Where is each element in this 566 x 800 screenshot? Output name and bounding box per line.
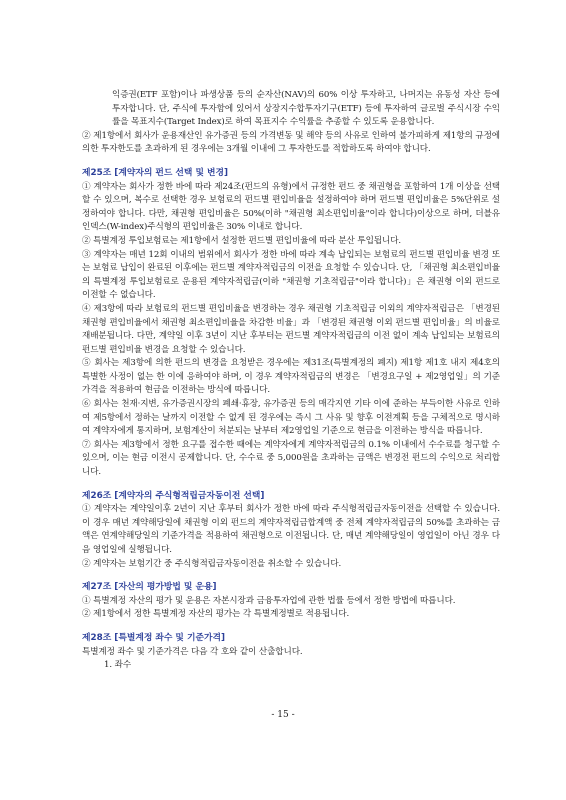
article-28-item-1: 1. 좌수: [104, 660, 132, 671]
article-26-heading: 제26조 [계약자의 주식형적립금자동이전 선택]: [82, 490, 265, 501]
document-body: [82, 89, 500, 673]
article-25-clause-6: ⑥ 회사는 천재·지변, 유가증권시장의 폐쇄·휴장, 유가증권 등의 매각지연 기타 이에 준하는 부득이한 사유로 인하여 제5항에서 정하는 날까지 이전할 수 없게 된 경우에는 즉시 그 사유 및 향후 이전계획 등을 구체적으로 명시하여 계약자에게 통지하며, 보험계산이 처분되는 날부터 제2영업일 기준으로 현금을 이전하는 방식을 따릅니다.: [82, 399, 500, 437]
article-25-clause-3: ③ 계약자는 매년 12회 이내의 범위에서 회사가 정한 바에 따라 계속 납입되는 보험료의 펀드별 편입비율 변경 또는 보험료 납입이 완료된 이후에는 펀드별 계약자적립금의 이전을 요청할 수 있습니다. 단, 「채권형 최소편입비율의 특별계정 투입보험료로 운용된 계약자적립금(이하 "채권형 기초적립금"이라 합니다)」은 채권형 이외 펀드로 이전할 수 없습니다.: [82, 249, 500, 301]
article-26-clause-2: ② 계약자는 보험기간 중 주식형적립금자동이전을 취소할 수 있습니다.: [82, 558, 342, 569]
article-27-clause-1: ① 특별계정 자산의 평가 및 운용은 자본시장과 금융투자업에 관한 법률 등에서 정한 방법에 따릅니다.: [82, 595, 456, 606]
article-25-clause-7: ⑦ 회사는 제3항에서 정한 요구를 접수한 때에는 계약자에게 계약자적립금의 0.1% 이내에서 수수료를 청구할 수 있으며, 이는 현금 이전시 공제합니다. 단, 수수료 중 5,000원을 초과하는 금액은 변경전 펀드의 수익으로 처리합니다.: [82, 439, 500, 478]
article-25-clause-2: ② 특별계정 투입보험료는 제1항에서 설정한 펀드별 편입비율에 따라 분산 투입됩니다.: [82, 235, 402, 246]
article-25-heading: 제25조 [계약자의 펀드 선택 및 변경]: [82, 167, 229, 178]
article-27-clause-2: ② 제1항에서 정한 특별계정 자산의 평가는 각 특별계정별로 적용됩니다.: [82, 609, 350, 620]
article-25-clause-4: ④ 제3항에 따라 보험료의 펀드별 편입비율을 변경하는 경우 채권형 기초적립금 이외의 계약자적립금은 「변경된 채권형 편입비율에서 채권형 최소편입비율을 차감한 비율」과 「변경된 채권형 이외 펀드별 편입비율」의 비율로 재배분됩니다. 다만, 계약일 이후 3년이 지난 후부터는 펀드별 계약자적립금의 이전 없이 계속 납입되는 보험료의 펀드별 편입비율 변경을 요청할 수 있습니다.: [82, 303, 500, 355]
paragraph-intro-2: ② 제1항에서 회사가 운용재산인 유가증권 등의 가격변동 및 해약 등의 사유로 인하여 불가피하게 제1항의 규정에 의한 투자한도를 초과하게 된 경우에는 3개월 이내에 그 투자한도를 적합하도록 하여야 합니다.: [82, 130, 500, 155]
article-26-clause-1: ① 계약자는 계약일이후 2년이 지난 후부터 회사가 정한 바에 따라 주식형적립금자동이전을 선택할 수 있습니다. 이 경우 매년 계약해당일에 채권형 이외 펀드의 계약자적립금합계액 중 전체 계약자적립금의 50%를 초과하는 금액은 연계약해당일의 기준가격을 적용하여 채권형으로 이전됩니다. 단, 매년 계약해당일이 영업일이 아닌 경우 다음 영업일에 실행됩니다.: [82, 504, 500, 555]
article-25-clause-1: ① 계약자는 회사가 정한 바에 따라 제24조(펀드의 유형)에서 규정한 펀드 중 채권형을 포함하여 1개 이상을 선택할 수 있으며, 복수로 선택한 경우 보험료의 펀드별 편입비율을 설정하여야 하며 펀드별 편입비율은 5%단위로 설정하여야 합니다. 다만, 채권형 편입비율은 50%(이하 "채권형 최소편입비율"이라 합니다)이상으로 하며, 더블유인덱스(W-index)주식형의 편입비율은 30% 이내로 합니다.: [82, 181, 500, 233]
article-27-heading: 제27조 [자산의 평가방법 및 운용]: [82, 582, 217, 593]
paragraph-intro-1: 익증권(ETF 포함)이나 파생상품 등의 순자산(NAV)의 60% 이상 투자하고, 나머지는 유동성 자산 등에 투자합니다. 단, 주식에 투자함에 있어서 상장지수합투자기구(ETF) 등에 투자하여 글로벌 주식시장 수익률을 목표지수(Target Index)로 하여 목표지수 수익률을 추종할 수 있도록 운용합니다.: [112, 90, 500, 128]
article-25-clause-5: ⑤ 회사는 제3항에 의한 펀드의 변경을 요청받은 경우에는 제31조(특별계정의 폐지) 제1항 제1호 내지 제4호의 특별한 사정이 없는 한 이에 응하여야 하며, 이 경우 계약자적립금의 변경은 「변경요구일 + 제2영업일」의 기준가격을 적용하여 현금을 이전하는 방식에 따릅니다.: [82, 358, 500, 396]
article-28-heading: 제28조 [특별계정 좌수 및 기준가격]: [82, 632, 226, 643]
article-28-clause-1: 특별계정 좌수 및 기준가격은 다음 각 호와 같이 산출합니다.: [82, 646, 303, 657]
page-number: - 15 -: [271, 710, 295, 720]
